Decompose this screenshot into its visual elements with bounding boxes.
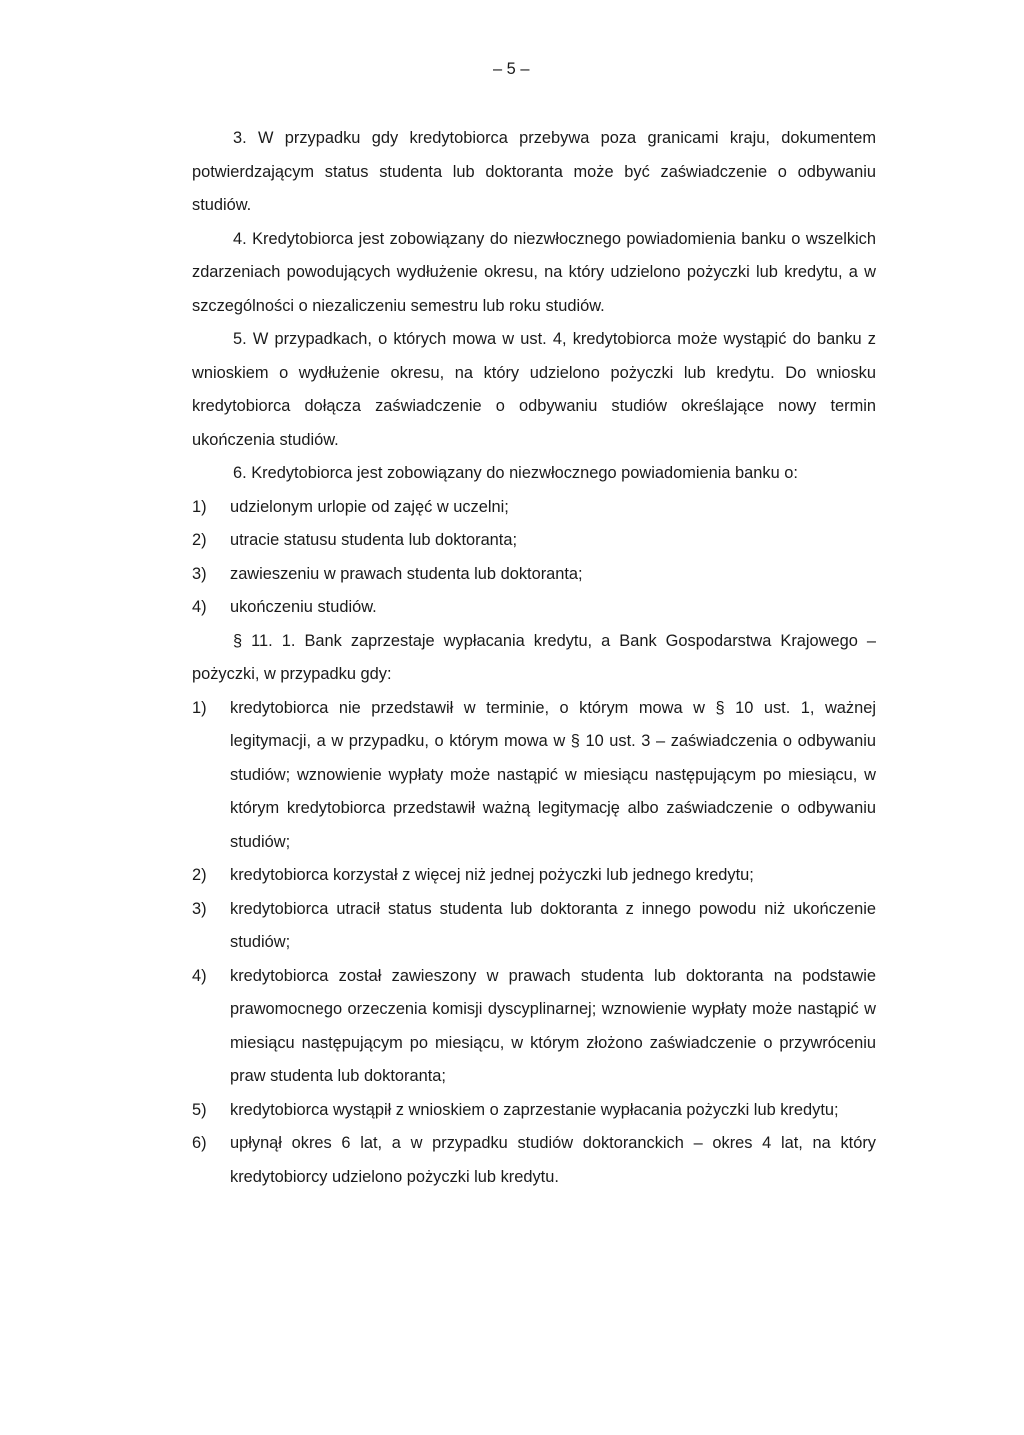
page-number-text: – 5 – [493,60,530,78]
list-item [192,692,876,860]
document-body [192,122,876,1194]
paragraph-3: 3. W przypadku gdy kredytobiorca przebywa poza granicami kraju, dokumentem potwierdzającym status studenta lub doktoranta może być zaświadczenie o odbywaniu studiów. [192,129,876,214]
list-item-text: kredytobiorca wystąpił z wnioskiem o zaprzestanie wypłacania pożyczki lub kredytu; [230,1100,839,1119]
paragraph-4: 4. Kredytobiorca jest zobowiązany do niezwłocznego powiadomienia banku o wszelkich zdarzeniach powodujących wydłużenie okresu, na który udzielono pożyczki lub kredytu, a w szczególności o niezaliczeniu semestru lub roku studiów. [192,229,876,315]
list-item [192,558,876,592]
list-item-number: 4) [192,966,207,985]
list-item-number: 2) [192,531,207,549]
list-11 [192,692,876,1195]
list-item [192,591,876,625]
list-item-number: 3) [192,899,207,918]
section-11-heading: § 11. 1. Bank zaprzestaje wypłacania kredytu, a Bank Gospodarstwa Krajowego – pożyczki, w przypadku gdy: [192,631,876,683]
list-item-text: kredytobiorca korzystał z więcej niż jednej pożyczki lub jednego kredytu; [230,866,754,884]
list-item-number: 5) [192,1100,207,1119]
list-item [192,1094,876,1128]
list-item-text: zawieszeniu w prawach studenta lub doktoranta; [230,564,583,583]
list-item [192,960,876,1094]
list-item-text: kredytobiorca nie przedstawił w terminie, o którym mowa w § 10 ust. 1, ważnej legitymacji, a w przypadku, o którym mowa w § 10 ust. 3 – zaświadczenia o odbywaniu studiów; wznowienie wypłaty może nastąpić w miesiącu następującym po miesiącu, w którym kredytobiorca przedstawił ważną legitymację albo zaświadczenie o odbywaniu studiów; [230,698,876,851]
list-item-text: udzielonym urlopie od zajęć w uczelni; [230,497,509,516]
list-item-number: 2) [192,866,207,884]
list-item-number: 1) [192,698,207,717]
list-item-text: utracie statusu studenta lub doktoranta; [230,531,518,549]
list-item-text: upłynął okres 6 lat, a w przypadku studiów doktoranckich – okres 4 lat, na który kredytobiorcy udzielono pożyczki lub kredytu. [230,1134,876,1186]
list-item [192,1127,876,1194]
paragraph-5: 5. W przypadkach, o których mowa w ust. 4, kredytobiorca może wystąpić do banku z wnioskiem o wydłużenie okresu, na który udzielono pożyczki lub kredytu. Do wniosku kredytobiorca dołącza zaświadczenie o odbywaniu studiów określające nowy termin ukończenia studiów. [192,330,876,449]
list-item-text: kredytobiorca utracił status studenta lub doktoranta z innego powodu niż ukończenie studiów; [230,899,876,951]
list-item-number: 1) [192,497,207,516]
list-item [192,524,876,558]
list-item-number: 6) [192,1134,207,1152]
list-item-number: 4) [192,598,207,616]
list-item-text: kredytobiorca został zawieszony w prawach studenta lub doktoranta na podstawie prawomocnego orzeczenia komisji dyscyplinarnej; wznowienie wypłaty może nastąpić w miesiącu następującym po miesiącu, w którym złożono zaświadczenie o przywróceniu praw studenta lub doktoranta; [230,966,876,1085]
paragraph-6: 6. Kredytobiorca jest zobowiązany do niezwłocznego powiadomienia banku o: [233,464,798,482]
list-item [192,893,876,960]
list-item [192,491,876,525]
list-item-number: 3) [192,564,207,583]
list-6 [192,491,876,625]
list-item [192,859,876,893]
list-item-text: ukończeniu studiów. [230,598,377,616]
